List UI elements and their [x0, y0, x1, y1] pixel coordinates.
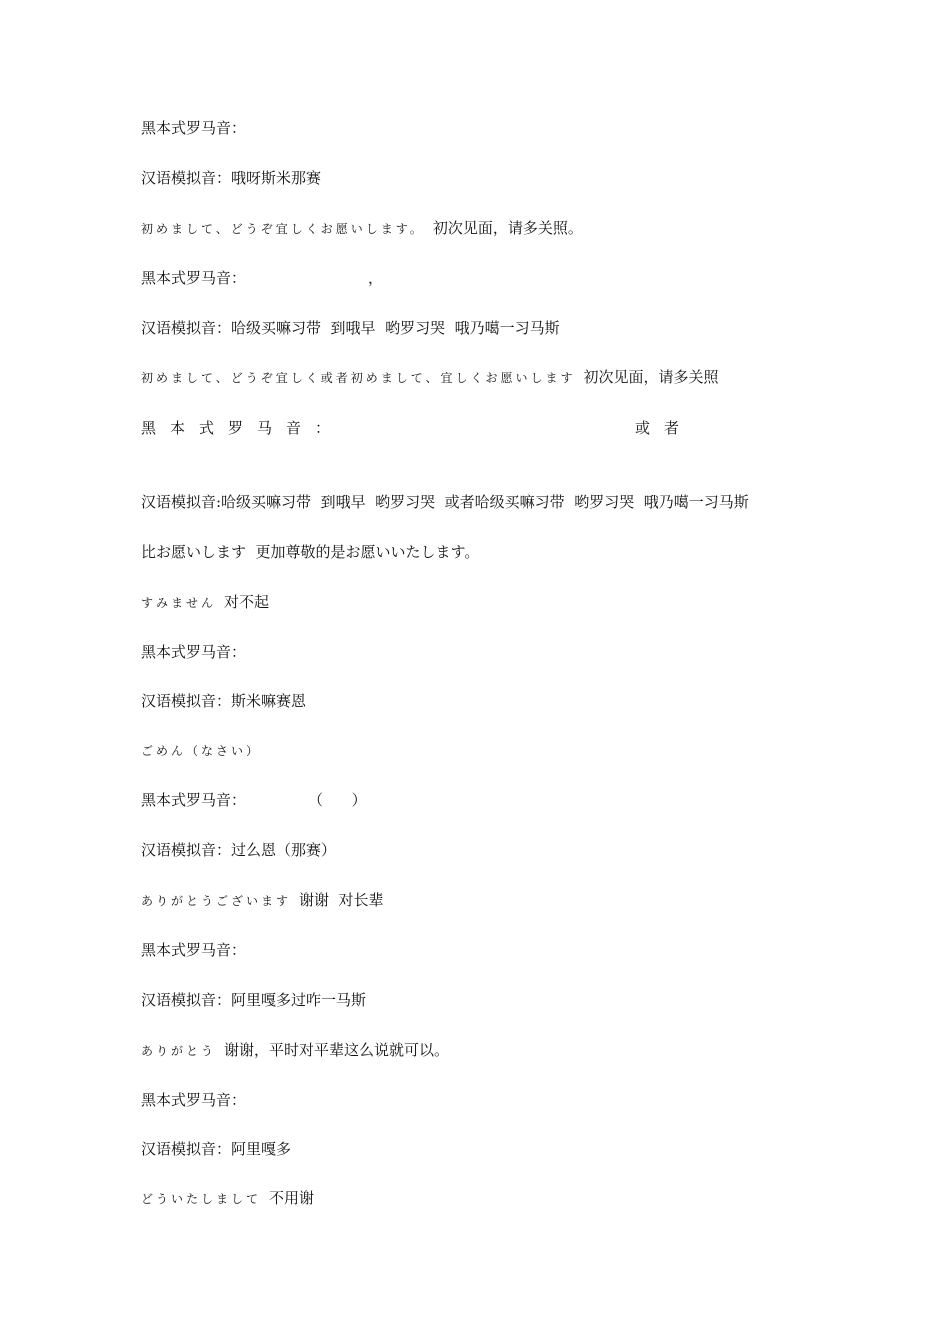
hepburn-label	[141, 1090, 246, 1110]
note-line	[141, 542, 479, 562]
japanese-phrase: 初めまして、どうぞ宜しくお愿いします。	[141, 222, 425, 236]
chinese-phonetic-line	[141, 840, 336, 860]
line-tail: 或者	[635, 419, 694, 437]
phrase-line	[141, 1188, 314, 1209]
line-label: 黑本式罗马音：	[141, 269, 247, 287]
line-text: 比お愿いします 更加尊敬的是お愿いいたします。	[141, 543, 480, 561]
line-tail: （ ）	[308, 791, 367, 809]
chinese-translation: 谢谢，平时对平辈这么说就可以。	[224, 1041, 450, 1059]
line-text: 汉语模拟音：哈级买嘛习带 到哦早 哟罗习哭 哦乃噶一习马斯	[141, 319, 560, 337]
line-label: 黑本式罗马音：	[141, 419, 345, 437]
japanese-phrase: すみません	[141, 596, 217, 610]
hepburn-label	[141, 268, 384, 288]
chinese-phonetic-line	[141, 492, 749, 512]
japanese-phrase: ありがとう	[141, 1044, 217, 1058]
line-text: 黑本式罗马音：	[141, 941, 247, 959]
line-text: 汉语模拟音:哈级买嘛习带 到哦早 哟罗习哭 或者哈级买嘛习带 哟罗习哭 哦乃噶一习马斯	[141, 493, 749, 511]
hepburn-label	[141, 790, 367, 810]
hepburn-label	[141, 940, 246, 960]
line-text: 汉语模拟音：斯米嘛赛恩	[141, 692, 307, 710]
phrase-line	[141, 218, 583, 239]
line-text: 汉语模拟音：阿里嘎多	[141, 1140, 292, 1158]
line-text: 黑本式罗马音：	[141, 643, 247, 661]
hepburn-label	[141, 118, 246, 138]
line-text: 汉语模拟音：哦呀斯米那赛	[141, 169, 322, 187]
hepburn-label	[141, 642, 246, 662]
chinese-phonetic-line	[141, 318, 560, 338]
chinese-translation: 对不起	[224, 593, 270, 611]
line-text: 黑本式罗马音：	[141, 1091, 247, 1109]
chinese-phonetic-line	[141, 1139, 291, 1159]
hepburn-label	[141, 418, 694, 438]
chinese-translation: 不用谢	[269, 1189, 315, 1207]
chinese-phonetic-line	[141, 691, 306, 711]
japanese-phrase: どういたしまして	[141, 1192, 262, 1206]
phrase-line	[141, 367, 719, 388]
chinese-translation: 初次见面，请多关照	[583, 368, 719, 386]
line-text: 汉语模拟音：阿里嘎多过咋一马斯	[141, 991, 367, 1009]
japanese-phrase: ありがとうございます	[141, 894, 292, 908]
line-text: 黑本式罗马音：	[141, 119, 247, 137]
chinese-translation: 初次见面，请多关照。	[432, 219, 583, 237]
chinese-translation: 谢谢 对长辈	[299, 891, 384, 909]
line-tail: ，	[368, 269, 384, 287]
japanese-phrase: 初めまして、どうぞ宜しく或者初めまして、宜しくお愿いします	[141, 371, 576, 385]
phrase-line	[141, 1040, 449, 1061]
chinese-phonetic-line	[141, 168, 321, 188]
phrase-line	[141, 592, 269, 613]
japanese-phrase: ごめん（なさい）	[141, 744, 262, 758]
phrase-line	[141, 740, 261, 761]
phrase-line	[141, 890, 384, 911]
line-text: 汉语模拟音：过么恩（那赛）	[141, 841, 337, 859]
chinese-phonetic-line	[141, 990, 366, 1010]
line-label: 黑本式罗马音：	[141, 791, 247, 809]
